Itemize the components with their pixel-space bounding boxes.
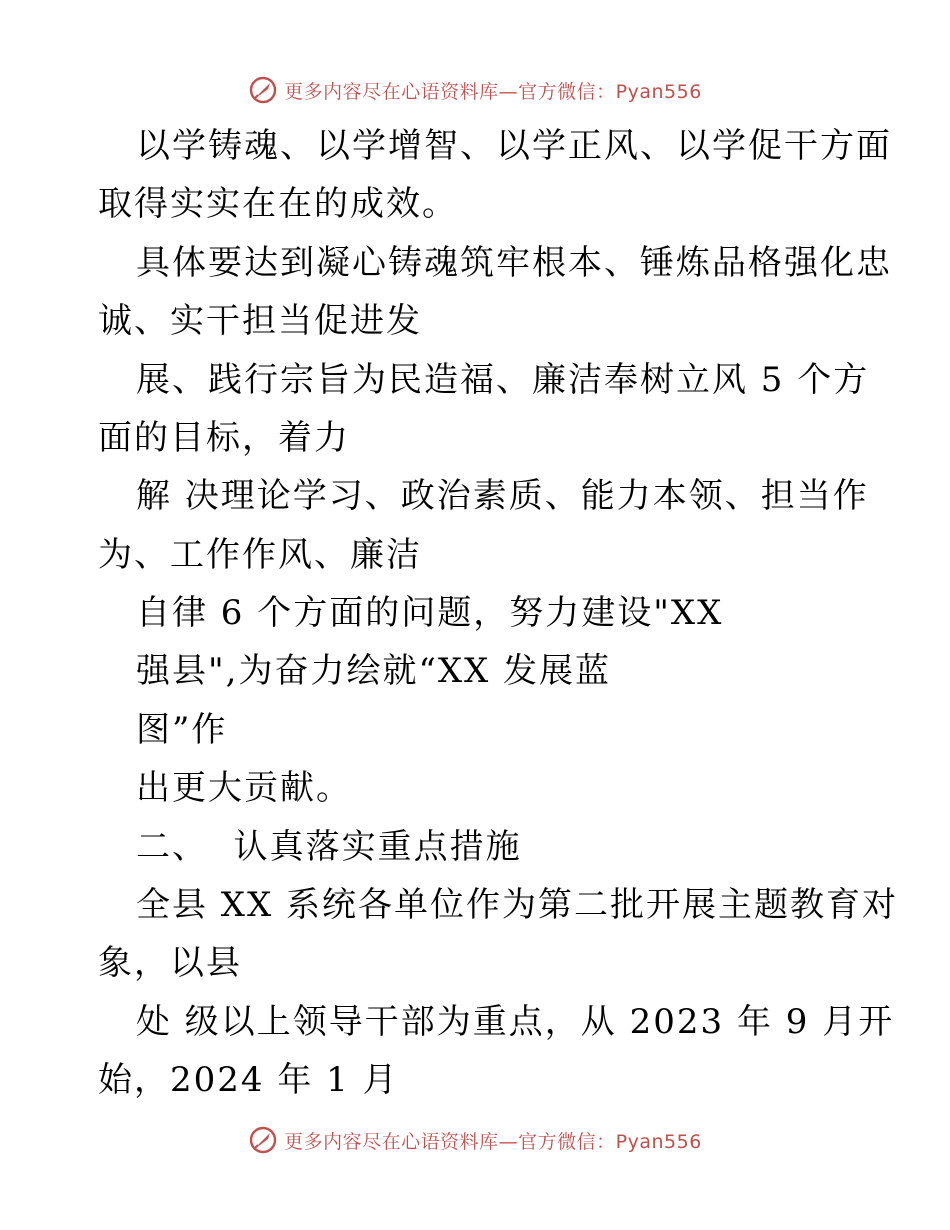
watermark-text: 更多内容尽在心语资料库—官方微信：Pyan556 <box>284 80 702 103</box>
text-line: 处 级以上领导干部为重点，从 2023 年 9 月开 <box>136 1002 895 1042</box>
text-line: 面的目标，着力 <box>98 418 350 458</box>
text-line: 始，2024 年 1 月 <box>98 1060 399 1100</box>
text-line: 解 决理论学习、政治素质、能力本领、担当作 <box>136 476 869 516</box>
text-line: 强县",为奋力绘就“XX 发展蓝 <box>136 651 612 691</box>
text-line: 展、践行宗旨为民造福、廉洁奉树立风 5 个方 <box>136 360 870 400</box>
text-line: 全县 XX 系统各单位作为第二批开展主题教育对 <box>136 885 899 925</box>
text-line: 具体要达到凝心铸魂筑牢根本、锤炼品格强化忠 <box>136 243 892 283</box>
watermark-text: 更多内容尽在心语资料库—官方微信：Pyan556 <box>284 1130 702 1153</box>
text-line: 象，以县 <box>98 943 242 983</box>
watermark-banner-bottom <box>0 1120 950 1160</box>
text-line: 图”作 <box>136 710 228 750</box>
text-line: 自律 6 个方面的问题，努力建设"XX <box>136 593 724 633</box>
text-line: 以学铸魂、以学增智、以学正风、以学促干方面 <box>136 126 892 166</box>
text-line: 诚、实干担当促进发 <box>98 301 422 341</box>
text-line: 出更大贡献。 <box>136 768 352 808</box>
quill-pen-logo-icon <box>248 1125 278 1155</box>
text-line: 为、工作作风、廉洁 <box>98 535 422 575</box>
text-line: 取得实实在在的成效。 <box>98 184 458 224</box>
section-heading: 二、 认真落实重点措施 <box>136 827 522 867</box>
